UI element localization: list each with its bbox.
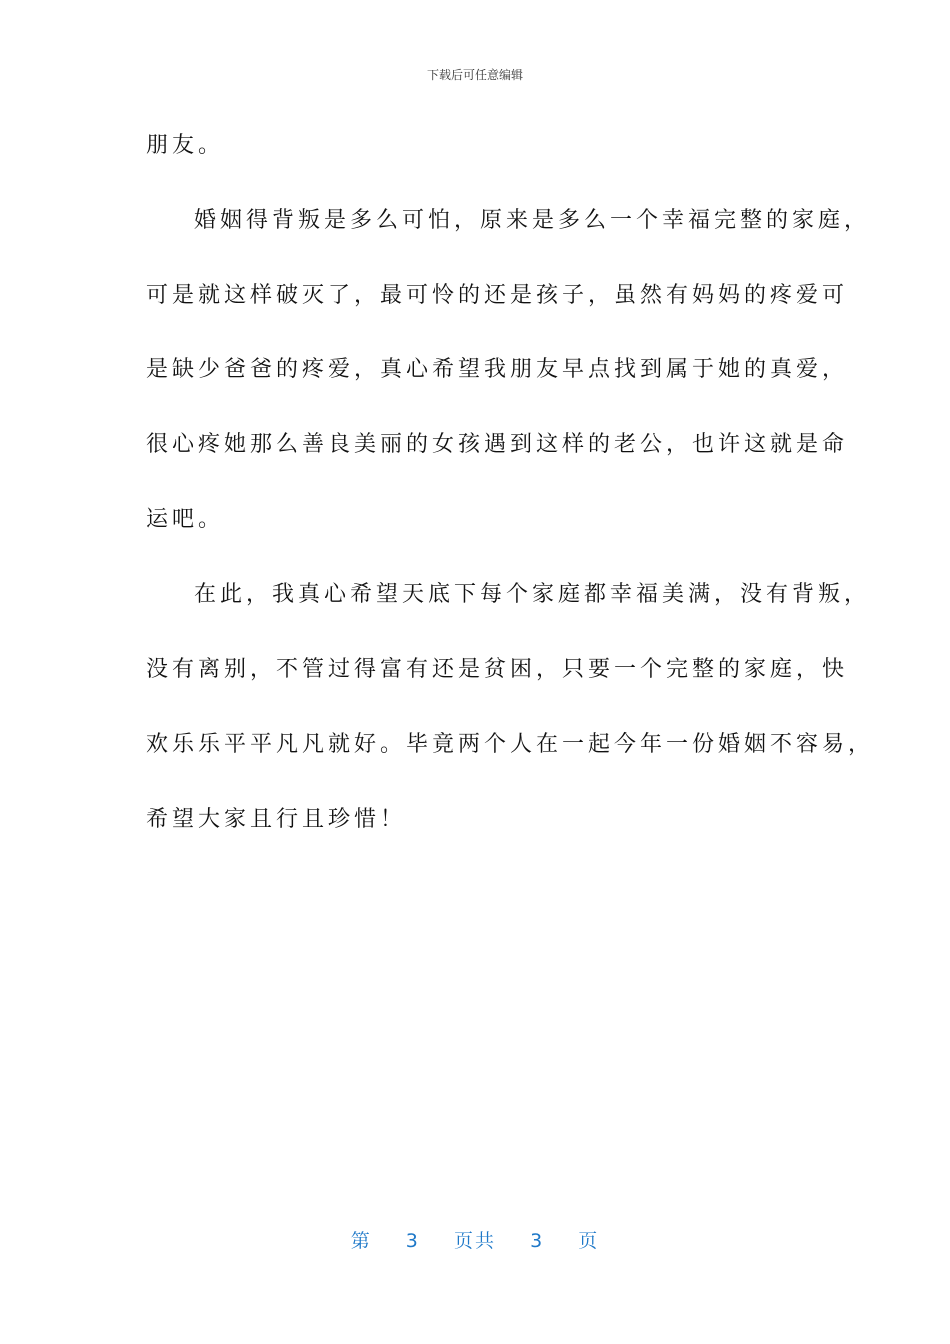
page-header: 下载后可任意编辑 [426, 68, 523, 82]
text-line: 朋友。 [146, 133, 225, 158]
footer-middle: 页共 [453, 1230, 496, 1252]
text-line: 很心疼她那么善良美丽的女孩遇到这样的老公，也许这就是命 [146, 432, 849, 457]
text-line: 可是就这样破灭了，最可怜的还是孩子，虽然有妈妈的疼爱可 [146, 283, 849, 308]
text-line: 运吧。 [146, 507, 225, 532]
page-footer [0, 1226, 950, 1253]
text-line: 希望大家且行且珍惜！ [146, 807, 407, 832]
total-page-number: 3 [530, 1230, 545, 1252]
text-line: 欢乐乐平平凡凡就好。毕竟两个人在一起今年一份婚姻不容易， [146, 732, 875, 757]
footer-prefix: 第 [350, 1230, 372, 1252]
text-line: 在此，我真心希望天底下每个家庭都幸福美满，没有背叛， [194, 582, 871, 607]
text-line: 是缺少爸爸的疼爱，真心希望我朋友早点找到属于她的真爱， [146, 357, 849, 382]
text-line: 婚姻得背叛是多么可怕，原来是多么一个幸福完整的家庭， [194, 208, 871, 233]
footer-suffix: 页 [578, 1230, 600, 1252]
current-page-number: 3 [405, 1230, 420, 1252]
text-line: 没有离别，不管过得富有还是贫困，只要一个完整的家庭，快 [146, 657, 849, 682]
